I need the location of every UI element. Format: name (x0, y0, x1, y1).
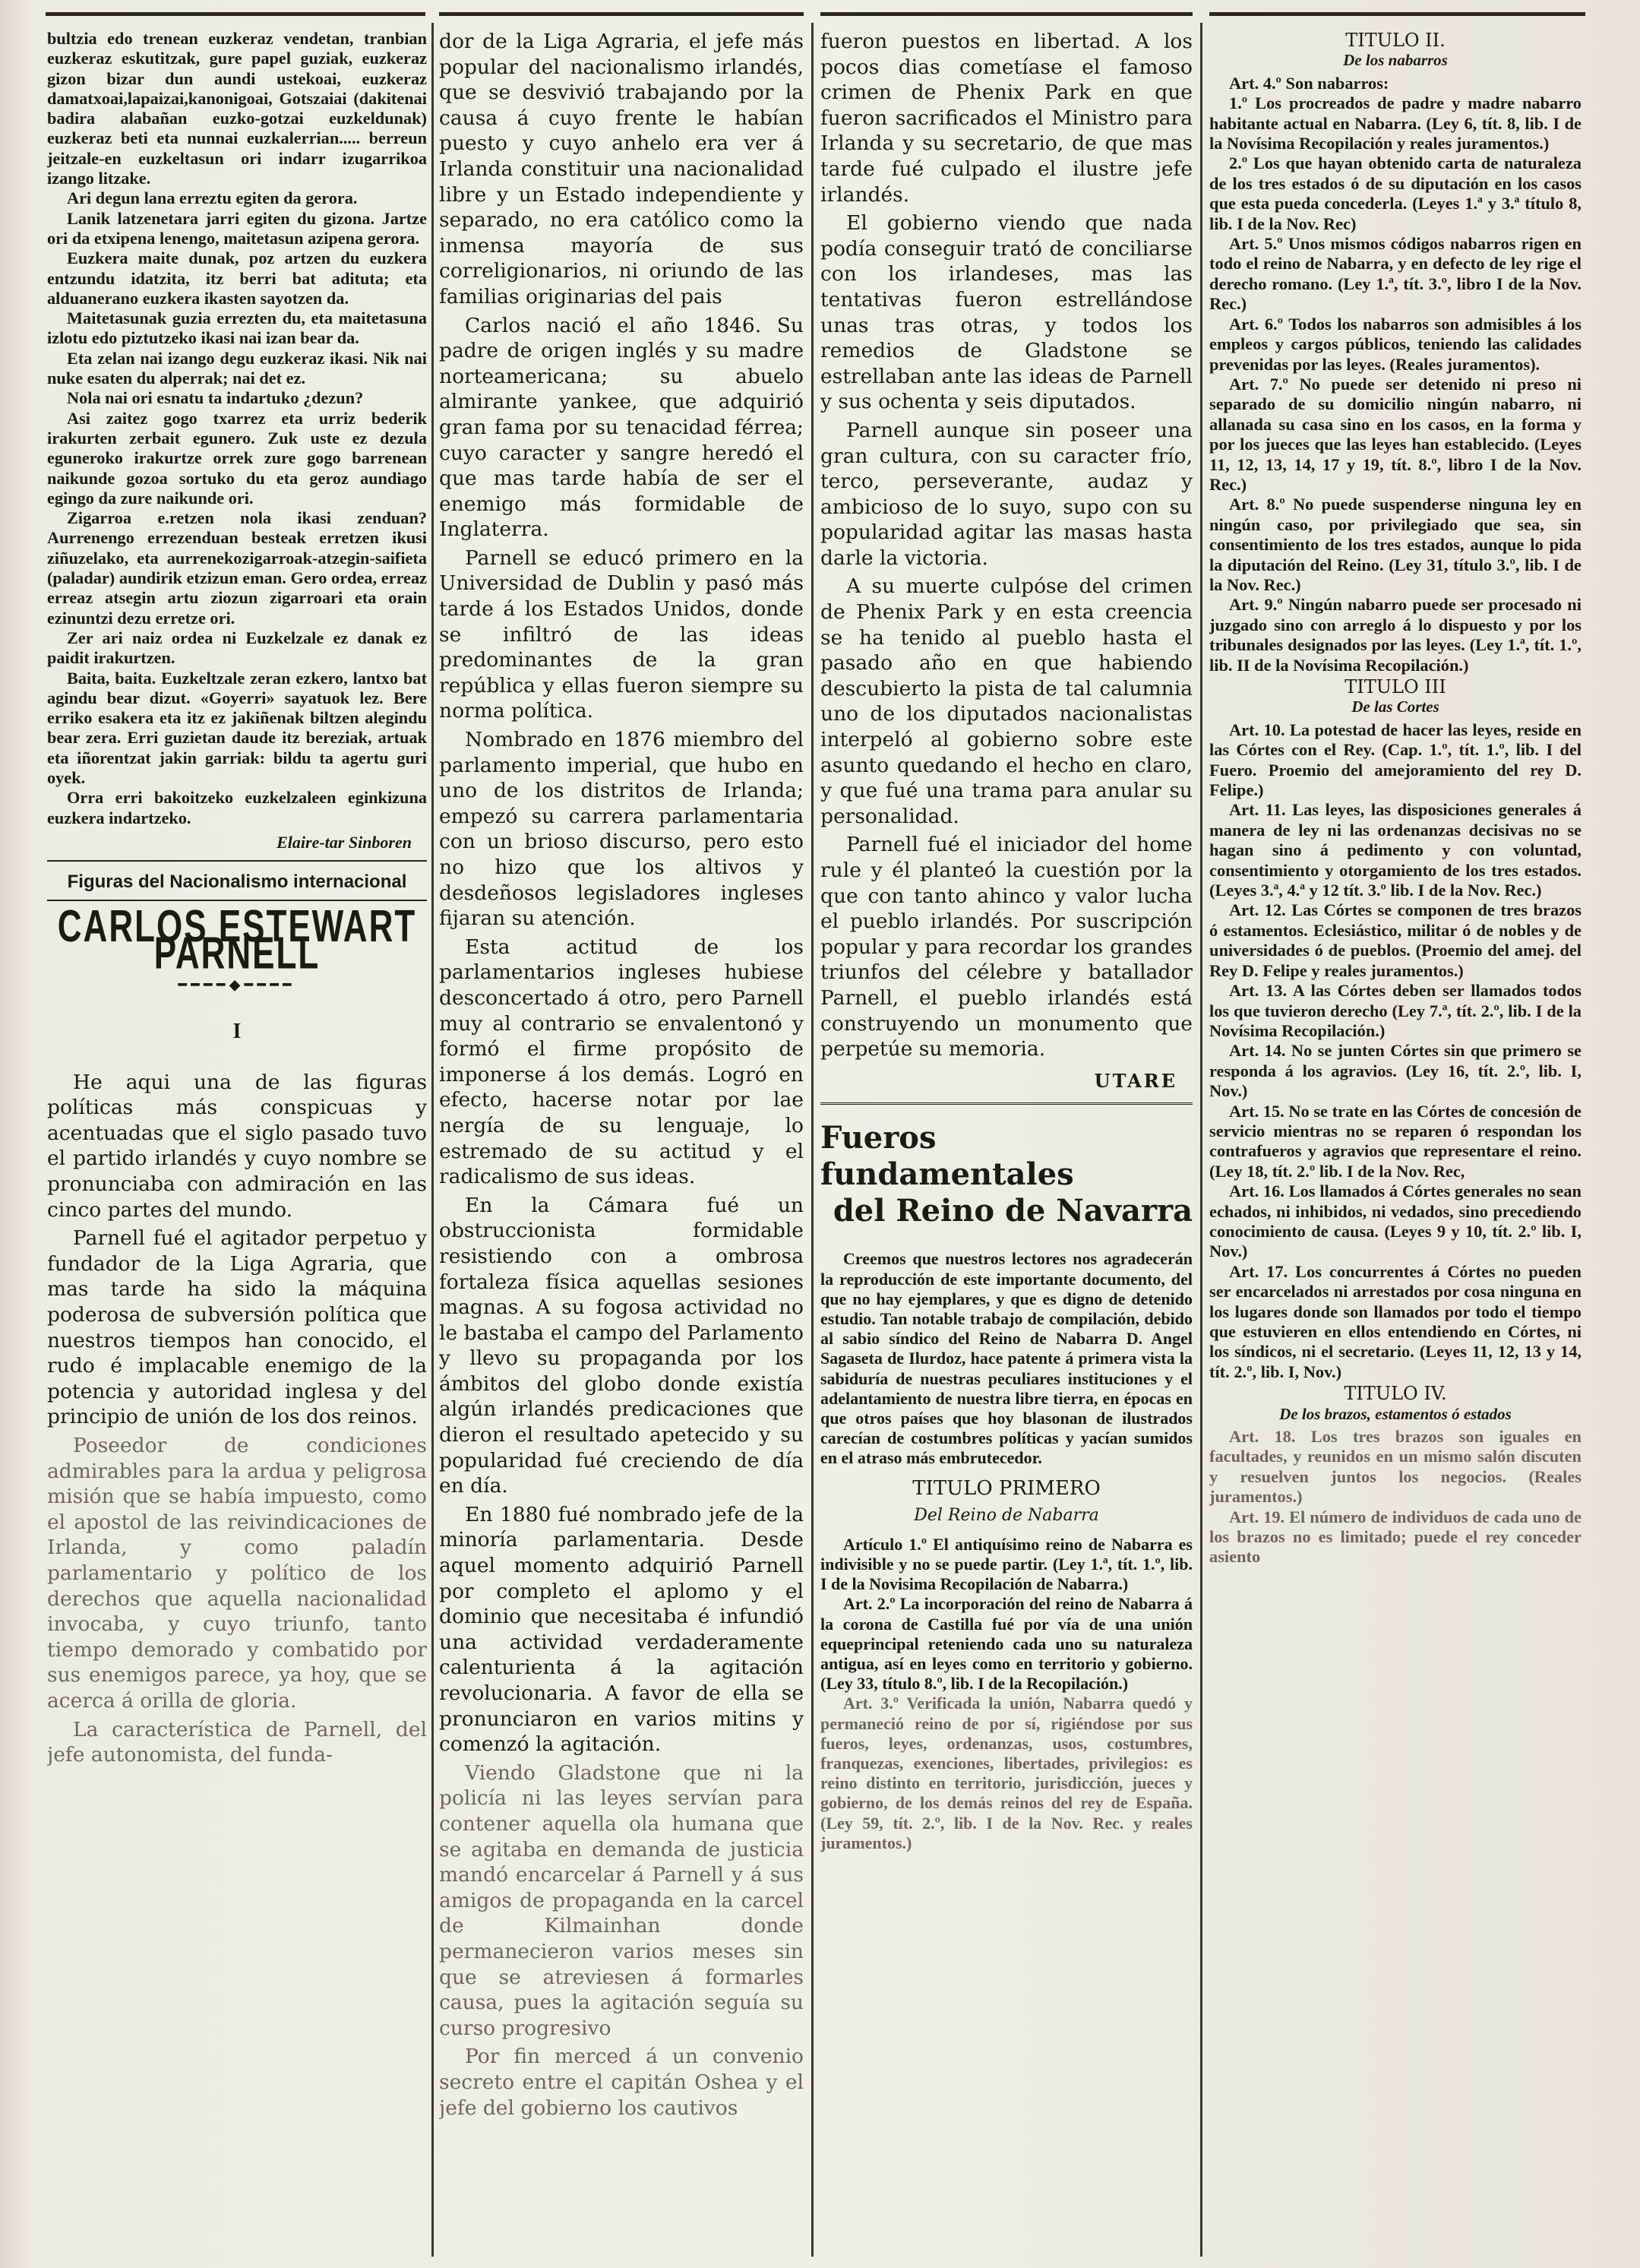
paragraph: Euzkera maite dunak, poz artzen du euzkera entzundu idatzita, itz berri bat adituta; eta alduanerano euzkera ikasten sayotzen da. (47, 248, 427, 308)
fueros-title-line-2: del Reino de Navarra (833, 1193, 1193, 1229)
paragraph: Baita, baita. Euzkeltzale zeran ezkero, lantxo bat agindu bear dizut. «Goyerri» sayatuok lez. Bere erriko esakera eta itz ez jakiñenak biltzen alegindu bear zera. Erri guzietan daude itz bereziak, artuak eta iñorentzat jakin garriak: bildu ta agertu guri oyek. (47, 668, 427, 787)
paragraph: Parnell fué el iniciador del home rule y él planteó la cuestión por la que con tanto ahinco y valor lucha el pueblo irlandés. Por suscripción popular y para recordar los grandes triunfos del célebre y batallador Parnell, el pueblo irlandés está construyendo un monumento que perpetúe su memoria. (820, 833, 1193, 1061)
paragraph: dor de la Liga Agraria, el jefe más popular del nacionalismo irlandés, que se desvivió trabajando por la causa á cuyo frente le habían puesto y cuyo anhelo era ver á Irlanda constituir una nacionalidad libre y un Estado independiente y separado, no era católico como la inmensa mayoría de sus correligionarios, ni oriundo de las familias originarias del pais (439, 30, 804, 308)
column-3 (820, 29, 1193, 2255)
article-paragraph: Art. 16. Los llamados á Córtes generales no sean echados, ni inhibidos, ni vedados, sino precediendo conocimiento de causa. (Leyes 9 y 10, tít. 2.º lib. I, Nov.) (1209, 1181, 1582, 1261)
article-title: CARLOS ESTEWART PARNELL (57, 902, 417, 979)
fueros-title-line-1: Fueros fundamentales (820, 1120, 1074, 1193)
paragraph: Ari degun lana erreztu egiten da gerora. (67, 188, 358, 208)
paragraph: La característica de Parnell, del jefe autonomista, del funda- (47, 1717, 427, 1767)
article-paragraph: Art. 14. No se junten Córtes sin que primero se responda á los agravios. (Ley 16, tít. 2.º, lib. I, Nov.) (1209, 1041, 1582, 1101)
article-paragraph: Art. 6.º Todos los nabarros son admisibles á los empleos y cargos públicos, teniendo las calidades prevenidas por las leyes. (Reales juramentos). (1209, 314, 1582, 374)
paragraph: Parnell fué el agitador perpetuo y fundador de la Liga Agraria, que mas tarde ha sido la máquina poderosa de subversión política que nuestros tiempos han conocido, el rudo é implacable enemigo de la potencia y autoridad inglesa y del principio de unión de los dos reinos. (47, 1226, 427, 1429)
paragraph: Carlos nació el año 1846. Su padre de origen inglés y su madre norteamericana; su abuelo almirante yankee, que adquirió gran fama por su tenacidad férrea; cuyo caracter y sangre heredó el que mas tarde había de ser el enemigo más formidable de Inglaterra. (439, 313, 804, 542)
article-paragraph: 1.º Los procreados de padre y madre nabarro habitante actual en Nabarra. (Ley 6, tít. 8, lib. I de la Novísima Recopilación y reales juramentos.) (1209, 93, 1582, 153)
author-signature: Elaire-tar Sinboren (276, 832, 412, 852)
paragraph: Por fin merced á un convenio secreto entre el capitán Oshea y el jefe del gobierno los cautivos (439, 2045, 804, 2120)
titulo-subheading: Del Reino de Nabarra (914, 1506, 1099, 1526)
paragraph: Parnell aunque sin poseer una gran cultura, con su caracter frío, terco, perseverante, audaz y ambicioso de lo suyo, supo con su popularidad agitar las masas hasta darle la victoria. (820, 418, 1193, 570)
paragraph: Orra erri bakoitzeko euzkelzaleen eginkizuna euzkera indartzeko. (47, 788, 427, 827)
article-paragraph: Art. 5.º Unos mismos códigos nabarros rigen en todo el reino de Nabarra, y en defecto de ley rige el derecho romano. (Ley 1.ª, tít. 3.º, libro I de la Nov. Rec.) (1209, 234, 1582, 314)
article-paragraph: Artículo 1.º El antiquísimo reino de Nabarra es indivisible y no se puede partir. (Ley 1.ª, tít. 1.º, lib. I de la Novisima Recopilación de Nabarra.) (820, 1534, 1193, 1594)
paragraph: Eta zelan nai izango degu euzkeraz ikasi. Nik nai nuke esaten du alperrak; nai det ez. (47, 348, 427, 388)
titulo-subheading: De los brazos, estamentos ó estados (1279, 1404, 1512, 1423)
paragraph: Lanik latzenetara jarri egiten du gizona. Jartze ori da etxipena lenengo, maitetasun azipena gerora. (47, 208, 427, 248)
paragraph: fueron puestos en libertad. A los pocos dias cometíase el famoso crimen de Phenix Park en que fueron sacrificados el Ministro para Irlanda y su secretario, de que mas tarde fué culpado el ilustre jefe irlandés. (820, 30, 1193, 207)
titulo-subheading: De los nabarros (1343, 51, 1448, 70)
article-paragraph: Art. 7.º No puede ser detenido ni preso ni separado de su domicilio ningún nabarro, ni allanada su casa sino en los casos, en la forma y por los jueces que las leyes han establecido. (Leyes 11, 12, 13, 14, 17 y 19, tít. 8.º, libro I de la Nov. Rec.) (1209, 374, 1582, 494)
column-separator (811, 23, 814, 2257)
top-rule (820, 12, 1193, 16)
paragraph: Nola nai ori esnatu ta indartuko ¿dezun? (67, 388, 364, 408)
titulo-subheading: De las Cortes (1351, 697, 1439, 716)
article-paragraph: Art. 4.º Son nabarros: (1229, 73, 1389, 93)
paragraph: bultzia edo trenean euzkeraz vendetan, tranbian euzkeraz eskutitzak, gure papel guziak, euzkeraz gizon bizar dun aundi ustekoai, euzkeraz damatxoai,lapaizai,kanonigoai, Gotszaiai (dakitenai badira alabañan euzko-gotzai euzkeldunak) euzkeraz beti eta nunnai euzkalerrian..... berreun jeitzale-en euzkeltasun ori indarr izugarrikoa izango litzake. (47, 29, 427, 188)
paragraph: En 1880 fué nombrado jefe de la minoría parlamentaria. Desde aquel momento adquirió Parnell por completo el aplomo y el dominio que necesitaba é infundió una actividad verdaderamente calenturienta á la agitación revolucionaria. A favor de ella se pronunciaron en varios mitins y comenzó la agitación. (439, 1502, 804, 1757)
parnell-article-start (47, 1070, 427, 1768)
paragraph: Esta actitud de los parlamentarios ingleses hubiese desconcertado á otro, pero Parnell muy al contrario se envalentonó y formó el firme propósito de imponerse á los demás. Logró en efecto, hacerse notar por lae nergía de su lenguaje, lo estremado de su actitud y el radicalismo de sus ideas. (439, 935, 804, 1189)
paragraph: Zigarroa e.retzen nola ikasi zenduan? Aurrenengo errezenduan besteak erretzen ikusi ziñuzelako, eta aurrenekozigarroak-atzegin-saifieta (paladar) aundirik etzizun eman. Gero ordea, erreaz erreaz atsegin artu ziozun zigarroari eta orain ezinuntzi dezu erretze ori. (47, 508, 427, 628)
column-2 (439, 29, 804, 2255)
basque-article (47, 29, 427, 852)
article-paragraph: Art. 17. Los concurrentes á Córtes no pueden ser encarcelados ni arrestados por cosa ninguna en los lugares donde son llamados por todo el tiempo que estuvieren en ellos entendiendo en Córtes, ni los síndicos, ni el secretario. (Leyes 11, 12, 13 y 14, tít. 2.º, lib. I, Nov.) (1209, 1261, 1582, 1381)
top-rule (1209, 12, 1585, 16)
column-separator (1200, 23, 1202, 2257)
paragraph: En la Cámara fué un obstruccionista formidable resistiendo con a ombrosa fortaleza física aquellas sesiones magnas. A su fogosa actividad no le bastaba el campo del Parlamento y llevo su propaganda por los ámbitos del globo donde existía algún irlandés predicaciones que dieron el resultado apetecido y su popularidad fué creciendo de día en día. (439, 1193, 804, 1498)
article-paragraph: Art. 9.º Ningún nabarro puede ser procesado ni juzgado sino con arreglo á lo dispuesto y por los tribunales designados por las leyes. (Ley 1.ª, tít. 1.º, lib. II de la Novísima Recopilación.) (1209, 595, 1582, 675)
paragraph: El gobierno viendo que nada podía conseguir trató de conciliarse con los irlandeses, mas las tentativas fueron estrellándose unas tras otras, y todos los remedios de Gladstone se estrellaban ante las ideas de Parnell y sus ochenta y seis diputados. (820, 211, 1193, 414)
paragraph: Nombrado en 1876 miembro del parlamento imperial, que hubo en uno de los distritos de Irlanda; empezó su carrera parlamentaria con un brioso discurso, pero esto no hizo que los altivos y desdeñosos legisladores ingleses fijaran su atención. (439, 728, 804, 931)
section-header: Figuras del Nacionalismo internacional (67, 871, 407, 893)
fueros-title (820, 1120, 1193, 1229)
article-paragraph: Art. 12. Las Córtes se componen de tres brazos ó estamentos. Eclesiástico, militar ó de nobles y de universidades ó de pueblos. (Proemio del amej. del Rey D. Felipe y reales juramentos.) (1209, 900, 1582, 980)
divider (820, 1102, 1193, 1105)
divider (47, 860, 427, 862)
article-paragraph: Art. 8.º No puede suspenderse ninguna ley en ningún caso, por privilegiado que sea, sin consentimiento de los tres estados, aunque lo pida la diputación del Reino. (Ley 31, título 3.º, lib. I de la Nov. Rec.) (1209, 495, 1582, 594)
article-paragraph: Art. 10. La potestad de hacer las leyes, reside en las Córtes con el Rey. (Cap. 1.º, tít. 1.º, lib. I del Fuero. Proemio del amejoramiento del rey D. Felipe.) (1209, 720, 1582, 800)
article-paragraph: Art. 13. A las Córtes deben ser llamados todos los que tuvieron derecho (Ley 7.ª, tít. 2.º, lib. I de la Novísima Recopilación.) (1209, 981, 1582, 1040)
top-rule (46, 12, 425, 16)
paragraph: He aqui una de las figuras políticas más conspicuas y acentuadas que el siglo pasado tuvo el partido irlandés y cuyo nombre se pronunciaba con admiración en las cinco partes del mundo. (47, 1070, 427, 1222)
article-paragraph: Art. 19. El número de individuos de cada uno de los brazos no es limitado; puede el rey conceder asiento (1209, 1507, 1582, 1567)
paragraph: Viendo Gladstone que ni la policía ni las leyes servían para contener aquella ola humana que se agitaba en demanda de justicia mandó encarcelar á Parnell y á sus amigos de propaganda en la carcel de Kilmainhan donde permanecieron varios meses sin que se atreviesen á formarles causa, pues la agitación seguía su curso progresivo (439, 1760, 804, 2040)
paragraph: Poseedor de condiciones admirables para la ardua y peligrosa misión que se había impuesto, como el apostol de las reivindicaciones de Irlanda, y como paladín parlamentario y político de los derechos que aquella nacionalidad invocaba, y cuyo triunfo, tanto tiempo demorado y combatido por sus enemigos parece, ya hoy, que se acerca á orilla de gloria. (47, 1433, 427, 1713)
paragraph: Asi zaitez gogo txarrez eta urriz bederik irakurten zerbait egunero. Zuk uste ez dezula eguneroko irakurtze orrek zure gogo barrenean naikunde gozoa sortuko du eta geroz aundiago egingo da zure naikunde ori. (47, 408, 427, 508)
paragraph: A su muerte culpóse del crimen de Phenix Park y en esta creencia se ha tenido al pueblo hasta el pasado año en que habiendo descubierto la pista de tal calumnia uno de los diputados nacionalistas interpeló al gobierno sobre este asunto quedando el hecho en claro, y que fué una trama para anular su personalidad. (820, 574, 1193, 828)
titulo-heading: TITULO II. (1345, 30, 1446, 51)
article-paragraph: Art. 18. Los tres brazos son iguales en facultades, y reunidos en un mismo salón discuten y resuelven juntos los negocios. (Reales juramentos.) (1209, 1427, 1582, 1507)
paragraph: Parnell se educó primero en la Universidad de Dublin y pasó más tarde á los Estados Unidos, donde se infiltró de las ideas predominantes de la gran república y ellas fueron siempre su norma política. (439, 546, 804, 723)
titulo-heading: TITULO PRIMERO (912, 1476, 1101, 1500)
chapter-number: I (232, 1020, 242, 1044)
paragraph: Maitetasunak guzia errezten du, eta maitetasuna izlotu edo piztutzeko ikasi nai izan bear da. (47, 308, 427, 348)
intro-paragraph: Creemos que nuestros lectores nos agradecerán la reproducción de este importante documento, del que no hay ejemplares, y que es digno de detenido estudio. Tan notable trabajo de compilación, debido al sabio síndico del Reino de Nabarra D. Angel Sagaseta de Ilurdoz, hace patente á primera vista la sabiduría de nuestras peculiares instituciones y el adelantamiento de nuestra libre tierra, en épocas en que otros países que hoy blasonan de ilustrados carecían de costumbres políticas y yacían sumidos en el atraso más embrutecedor. (820, 1249, 1193, 1468)
article-paragraph: 2.º Los que hayan obtenido carta de naturaleza de los tres estados ó de su diputación en los casos que esta pueda concederla. (Leyes 1.ª y 3.ª título 8, lib. I de la Nov. Rec) (1209, 153, 1582, 233)
paragraph: Zer ari naiz ordea ni Euzkelzale ez danak ez paidit irakurtzen. (47, 628, 427, 668)
ornament-icon: ━━━━◆━━━━ (178, 977, 296, 993)
titulo-heading: TITULO III (1345, 676, 1446, 697)
article-paragraph: Art. 15. No se trate en las Córtes de concesión de servicio mientras no se reparen ó respondan los contrafueros y agravios que representare el reino. (Ley 18, tít. 2.º lib. I de la Nov. Rec, (1209, 1101, 1582, 1181)
column-separator (431, 23, 434, 2257)
article-paragraph: Art. 11. Las leyes, las disposiciones generales á manera de ley ni las ordenanzas decisivas no se hagan sino á pedimento y con voluntad, consentimiento y otorgamiento de los tres estados. (Leyes 3.ª, 4.ª y 12 tít. 3.º lib. I de la Nov. Rec.) (1209, 800, 1582, 900)
top-rule (439, 12, 804, 16)
article-paragraph: Art. 2.º La incorporación del reino de Nabarra á la corona de Castilla fué por vía de una unión equeprincipal reteniendo cada uno su naturaleza antigua, así en leyes como en territorio y gobierno. (Ley 33, título 8.º, lib. I de la Recopilación.) (820, 1594, 1193, 1694)
article-paragraph: Art. 3.º Verificada la unión, Nabarra quedó y permaneció reino de por sí, rigiéndose por sus fueros, leyes, ordenanzas, usos, costumbres, franquezas, exenciones, libertades, privilegios: es reino distinto en territorio, jurisdicción, jueces y gobierno, de los demás reinos del rey de España. (Ley 59, tít. 2.º, lib. I de la Nov. Rec. y reales juramentos.) (820, 1694, 1193, 1852)
author-signature: UTARE (1094, 1069, 1177, 1092)
column-4 (1209, 29, 1582, 2255)
column-1 (47, 29, 427, 2255)
titulo-heading: TITULO IV. (1344, 1383, 1447, 1405)
